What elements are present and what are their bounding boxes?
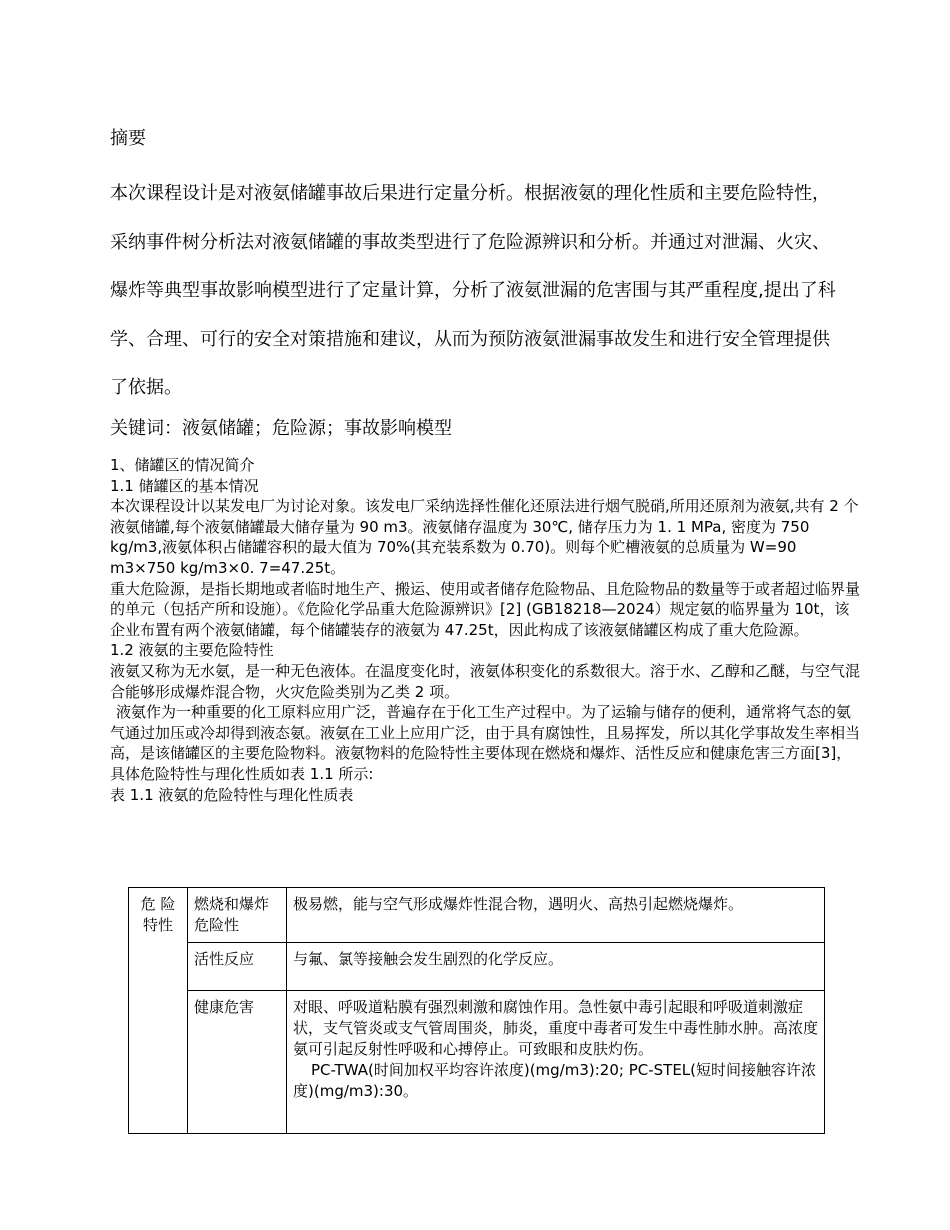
- paragraph: 重大危险源，是指长期地或者临时地生产、搬运、使用或者储存危险物品、且危险物品的数量等于或者超过临界量的单元（包括产所和设施）。《危险化学品重大危险源辨识》[2] (GB18218—2024）规定氨的临界量为 10t，该企业布置有两个液氨储罐，每个储罐装存的液氨为 47.25t，因此构成了该液氨储罐区构成了重大危险源。: [110, 579, 861, 639]
- table-row: [129, 991, 825, 1134]
- subsection-heading: 1.2 液氨的主要危险特性: [110, 641, 274, 660]
- paragraph: 液氨又称为无水氨，是一种无色液体。在温度变化时，液氨体积变化的系数很大。溶于水、乙醇和乙醚，与空气混合能够形成爆炸混合物，火灾危险类别为乙类 2 项。: [110, 661, 861, 701]
- paragraph: 本次课程设计以某发电厂为讨论对象。该发电厂采纳选择性催化还原法进行烟气脱硝,所用还原剂为液氨,共有 2 个液氨储罐,每个液氨储罐最大储存量为 90 m3。液氨储存温度为 30℃, 储存压力为 1. 1 MPa, 密度为 750 kg/m3,液氨体积占储罐容积的最大值为 70%(其充装系数为 0.70)。则每个贮槽液氨的总质量为 W=90 m3×750 kg/m3×0. 7=47.25t。: [110, 497, 859, 577]
- abstract-body: [110, 170, 865, 413]
- abstract-line: 采纳事件树分析法对液氨储罐的事故类型进行了危险源辨识和分析。并通过对泄漏、火灾、: [110, 231, 830, 253]
- subsection-heading: 1.1 储罐区的基本情况: [110, 476, 259, 495]
- table-row: [129, 943, 825, 991]
- abstract-line: 学、合理、可行的安全对策措施和建议，从而为预防液氨泄漏事故发生和进行安全管理提供: [110, 328, 830, 350]
- table-caption: 表 1.1 液氨的危险特性与理化性质表: [110, 785, 354, 804]
- category-label: 危 险: [140, 895, 176, 913]
- section-heading: 1、储罐区的情况简介: [110, 456, 255, 474]
- abstract-line: 了依据。: [110, 377, 182, 398]
- row-content: 与氟、氯等接触会发生剧烈的化学反应。: [287, 943, 825, 991]
- row-content: [287, 991, 825, 1134]
- abstract-line: 本次课程设计是对液氨储罐事故后果进行定量分析。根据液氨的理化性质和主要危险特性，: [110, 183, 830, 204]
- section-body: [110, 455, 862, 805]
- category-cell: [129, 888, 188, 1134]
- row-label: 活性反应: [188, 943, 287, 991]
- table-row: [129, 888, 825, 943]
- exposure-limit-text: PC-TWA(时间加权平均容许浓度)(mg/m3):20; PC-STEL(短时间接触容许浓度)(mg/m3):30。: [293, 1061, 817, 1100]
- hazard-properties-table: [128, 887, 825, 1134]
- health-hazard-text: 对眼、呼吸道粘膜有强烈刺激和腐蚀作用。急性氨中毒引起眼和呼吸道刺激症状，支气管炎或支气管周围炎，肺炎，重度中毒者可发生中毒性肺水肿。高浓度氨可引起反射性呼吸和心搏停止。可致眼和皮肤灼伤。: [293, 998, 819, 1058]
- row-label: 健康危害: [188, 991, 287, 1134]
- category-label: 特性: [142, 916, 173, 934]
- paragraph: 液氨作为一种重要的化工原料应用广泛，普遍存在于化工生产过程中。为了运输与储存的便利，通常将气态的氨气通过加压或冷却得到液态氨。液氨在工业上应用广泛，由于具有腐蚀性，且易挥发，所以其化学事故发生率相当高，是该储罐区的主要危险物料。液氨物料的危险特性主要体现在燃烧和爆炸、活性反应和健康危害三方面[3]，具体危险特性与理化性质如表 1.1 所示:: [110, 703, 861, 783]
- keywords: 关键词：液氨储罐；危险源；事故影响模型: [110, 418, 452, 439]
- abstract-line: 爆炸等典型事故影响模型进行了定量计算，分析了液氨泄漏的危害围与其严重程度,提出了科: [110, 280, 836, 301]
- abstract-title: 摘要: [110, 128, 146, 149]
- row-content: 极易燃，能与空气形成爆炸性混合物，遇明火、高热引起燃烧爆炸。: [287, 888, 825, 943]
- row-label: 燃烧和爆炸危险性: [188, 888, 287, 943]
